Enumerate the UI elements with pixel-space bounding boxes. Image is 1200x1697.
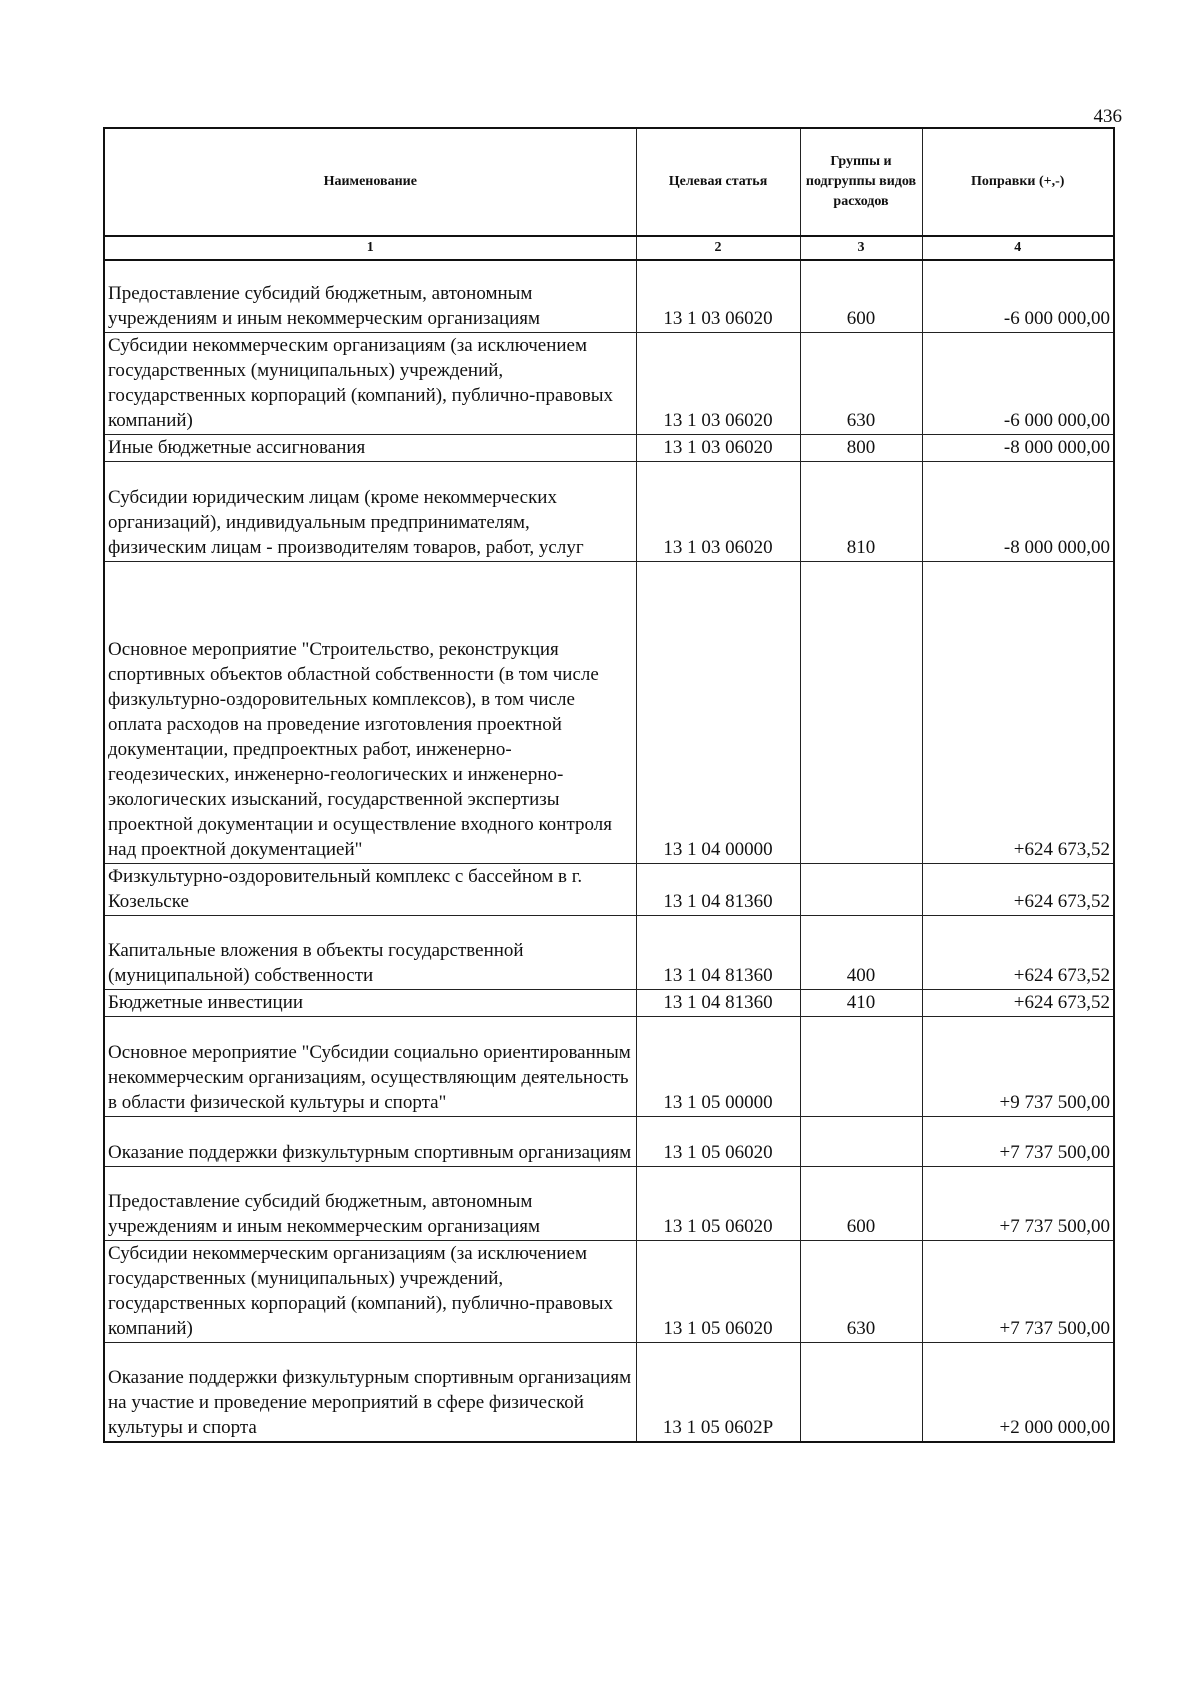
- row-expense-group: [800, 1116, 922, 1166]
- row-amendment: +7 737 500,00: [922, 1166, 1114, 1240]
- column-number: 3: [800, 236, 922, 260]
- row-expense-group: [800, 561, 922, 863]
- row-expense-group: 630: [800, 1240, 922, 1342]
- table-row: [104, 1016, 1114, 1116]
- column-number-row: [104, 236, 1114, 260]
- table-header: [104, 128, 1114, 260]
- column-number: 4: [922, 236, 1114, 260]
- header-amendments: Поправки (+,-): [922, 128, 1114, 236]
- table-row: [104, 332, 1114, 434]
- row-target-article: 13 1 03 06020: [636, 434, 800, 461]
- row-expense-group: 810: [800, 461, 922, 561]
- row-target-article: 13 1 05 06020: [636, 1116, 800, 1166]
- table-row: [104, 989, 1114, 1016]
- row-expense-group: [800, 863, 922, 915]
- header-expense-groups: Группы и подгруппы видов расходов: [800, 128, 922, 236]
- row-name: Капитальные вложения в объекты государственной (муниципальной) собственности: [104, 915, 636, 989]
- row-name: Основное мероприятие "Субсидии социально ориентированным некоммерческим организациям, осуществляющим деятельность в области физической культуры и спорта": [104, 1016, 636, 1116]
- row-amendment: +624 673,52: [922, 561, 1114, 863]
- row-name: Физкультурно-оздоровительный комплекс с бассейном в г. Козельске: [104, 863, 636, 915]
- table-row: [104, 863, 1114, 915]
- row-name: Основное мероприятие "Строительство, реконструкция спортивных объектов областной собственности (в том числе физкультурно-оздоровительных комплексов), в том числе оплата расходов на проведение изготовления проектной документации, предпроектных работ, инженерно-геодезических, инженерно-геологических и инженерно-экологических изысканий, государственной экспертизы проектной документации и осуществление входного контроля над проектной документацией": [104, 561, 636, 863]
- row-name: Оказание поддержки физкультурным спортивным организациям на участие и проведение мероприятий в сфере физической культуры и спорта: [104, 1342, 636, 1442]
- row-expense-group: 600: [800, 1166, 922, 1240]
- row-target-article: 13 1 03 06020: [636, 260, 800, 332]
- row-target-article: 13 1 03 06020: [636, 461, 800, 561]
- table-row: [104, 915, 1114, 989]
- page-number: 436: [1093, 106, 1122, 127]
- row-target-article: 13 1 05 06020: [636, 1240, 800, 1342]
- row-name: Субсидии некоммерческим организациям (за исключением государственных (муниципальных) учреждений, государственных корпораций (компаний), публично-правовых компаний): [104, 1240, 636, 1342]
- row-name: Предоставление субсидий бюджетным, автономным учреждениям и иным некоммерческим организациям: [104, 260, 636, 332]
- row-target-article: 13 1 03 06020: [636, 332, 800, 434]
- row-name: Субсидии некоммерческим организациям (за исключением государственных (муниципальных) учреждений, государственных корпораций (компаний), публично-правовых компаний): [104, 332, 636, 434]
- header-row: [104, 128, 1114, 236]
- row-expense-group: 400: [800, 915, 922, 989]
- row-target-article: 13 1 05 0602Р: [636, 1342, 800, 1442]
- row-expense-group: [800, 1016, 922, 1116]
- row-target-article: 13 1 04 00000: [636, 561, 800, 863]
- row-name: Иные бюджетные ассигнования: [104, 434, 636, 461]
- row-amendment: +624 673,52: [922, 863, 1114, 915]
- row-amendment: -8 000 000,00: [922, 434, 1114, 461]
- table-body: [104, 260, 1114, 1442]
- table-row: [104, 260, 1114, 332]
- row-amendment: +624 673,52: [922, 915, 1114, 989]
- row-target-article: 13 1 04 81360: [636, 915, 800, 989]
- budget-table: [103, 127, 1115, 1443]
- row-amendment: +9 737 500,00: [922, 1016, 1114, 1116]
- column-number: 2: [636, 236, 800, 260]
- row-expense-group: 600: [800, 260, 922, 332]
- row-target-article: 13 1 04 81360: [636, 863, 800, 915]
- row-expense-group: 800: [800, 434, 922, 461]
- row-amendment: +2 000 000,00: [922, 1342, 1114, 1442]
- row-expense-group: 630: [800, 332, 922, 434]
- table-row: [104, 1116, 1114, 1166]
- row-amendment: +7 737 500,00: [922, 1240, 1114, 1342]
- row-expense-group: 410: [800, 989, 922, 1016]
- row-amendment: +624 673,52: [922, 989, 1114, 1016]
- table-row: [104, 1240, 1114, 1342]
- row-amendment: -6 000 000,00: [922, 260, 1114, 332]
- row-name: Бюджетные инвестиции: [104, 989, 636, 1016]
- column-number: 1: [104, 236, 636, 260]
- table-row: [104, 1166, 1114, 1240]
- row-target-article: 13 1 05 00000: [636, 1016, 800, 1116]
- table-row: [104, 1342, 1114, 1442]
- row-amendment: +7 737 500,00: [922, 1116, 1114, 1166]
- table-row: [104, 461, 1114, 561]
- row-name: Оказание поддержки физкультурным спортивным организациям: [104, 1116, 636, 1166]
- row-target-article: 13 1 05 06020: [636, 1166, 800, 1240]
- row-name: Субсидии юридическим лицам (кроме некоммерческих организаций), индивидуальным предпринимателям, физическим лицам - производителям товаров, работ, услуг: [104, 461, 636, 561]
- row-name: Предоставление субсидий бюджетным, автономным учреждениям и иным некоммерческим организациям: [104, 1166, 636, 1240]
- header-name: Наименование: [104, 128, 636, 236]
- table-row: [104, 434, 1114, 461]
- row-amendment: -6 000 000,00: [922, 332, 1114, 434]
- row-amendment: -8 000 000,00: [922, 461, 1114, 561]
- row-target-article: 13 1 04 81360: [636, 989, 800, 1016]
- row-expense-group: [800, 1342, 922, 1442]
- table-row: [104, 561, 1114, 863]
- header-target-article: Целевая статья: [636, 128, 800, 236]
